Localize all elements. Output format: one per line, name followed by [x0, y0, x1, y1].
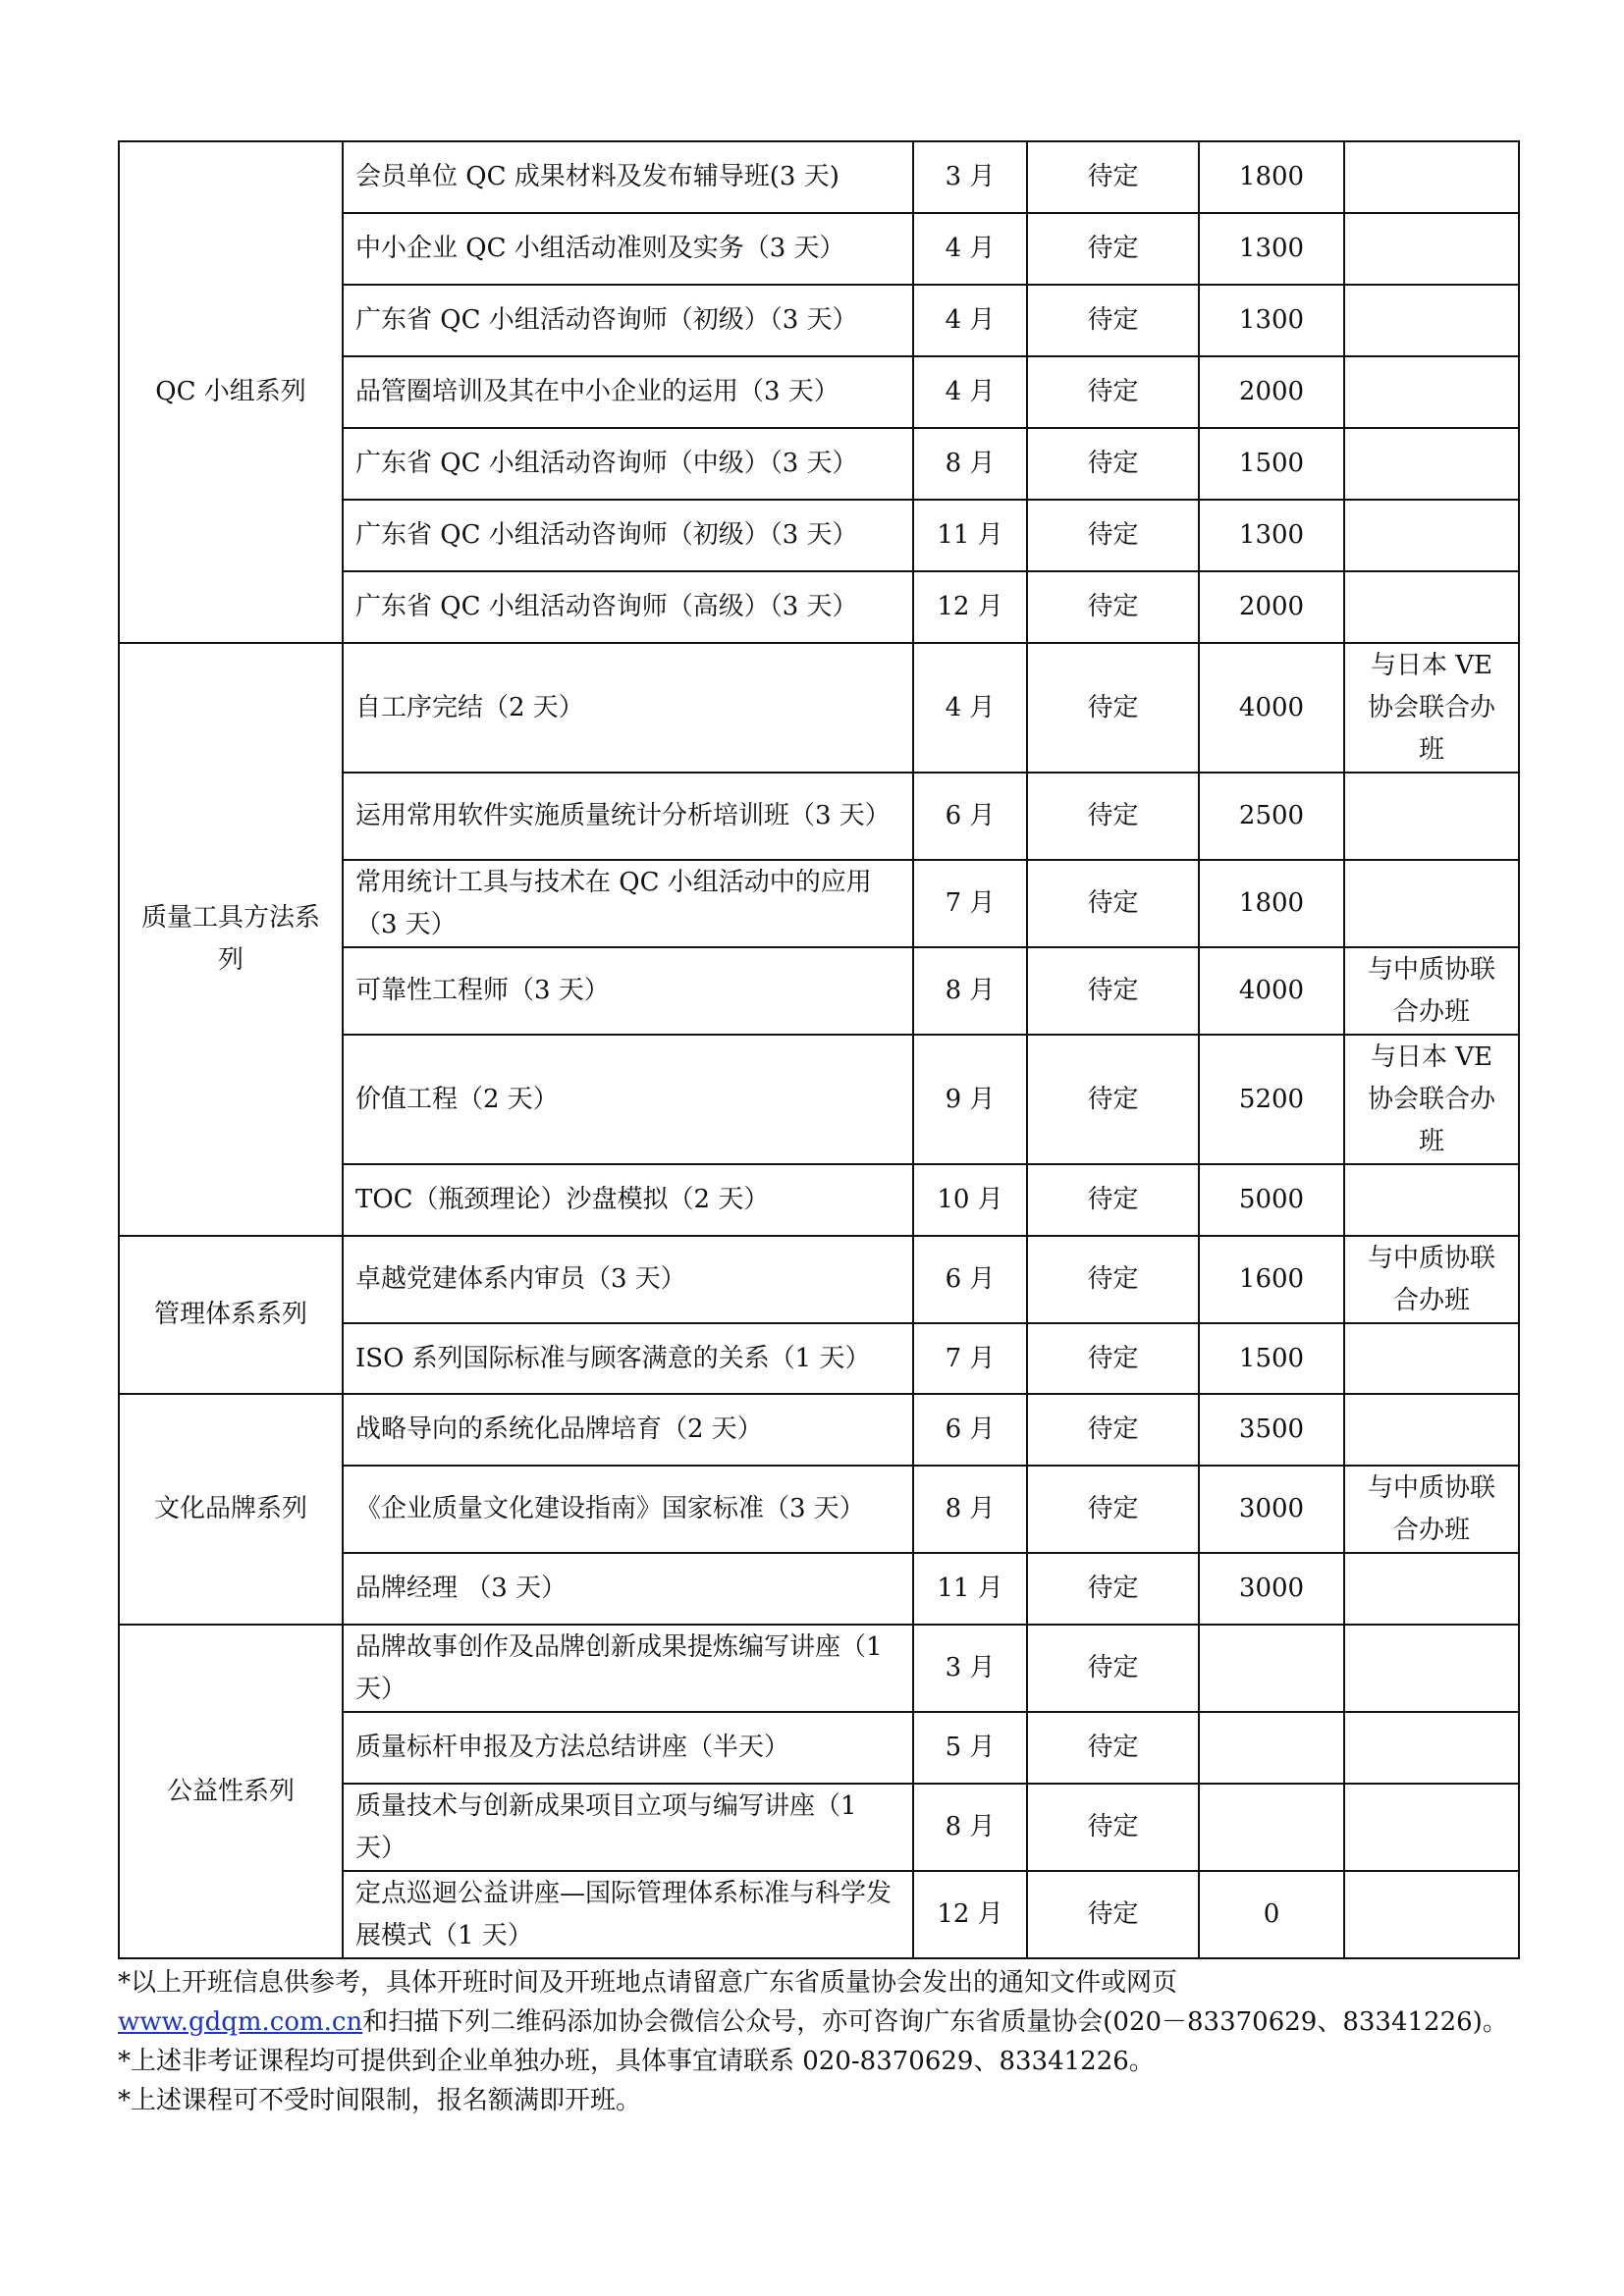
table-row — [119, 1625, 1519, 1712]
course-fee: 5200 — [1199, 1035, 1344, 1164]
course-location: 待定 — [1027, 860, 1199, 947]
course-month: 8 月 — [913, 1784, 1027, 1871]
course-note — [1344, 1784, 1519, 1871]
course-location: 待定 — [1027, 1035, 1199, 1164]
course-location: 待定 — [1027, 1394, 1199, 1466]
course-fee: 1600 — [1199, 1236, 1344, 1323]
course-location: 待定 — [1027, 141, 1199, 213]
course-name: 自工序完结（2 天） — [343, 643, 913, 773]
course-note: 与中质协联合办班 — [1344, 1466, 1519, 1553]
course-month: 8 月 — [913, 947, 1027, 1035]
course-name: 质量技术与创新成果项目立项与编写讲座（1 天） — [343, 1784, 913, 1871]
category-cell: 质量工具方法系列 — [119, 643, 343, 1236]
course-name: 品管圈培训及其在中小企业的运用（3 天） — [343, 356, 913, 428]
course-month: 12 月 — [913, 1871, 1027, 1958]
course-location: 待定 — [1027, 773, 1199, 860]
course-note — [1344, 213, 1519, 285]
course-fee: 4000 — [1199, 643, 1344, 773]
course-fee: 5000 — [1199, 1164, 1344, 1236]
course-name: 运用常用软件实施质量统计分析培训班（3 天） — [343, 773, 913, 860]
course-fee: 1500 — [1199, 1323, 1344, 1394]
course-note — [1344, 1871, 1519, 1958]
course-name: 卓越党建体系内审员（3 天） — [343, 1236, 913, 1323]
course-month: 3 月 — [913, 1625, 1027, 1712]
course-month: 11 月 — [913, 1553, 1027, 1625]
course-month: 8 月 — [913, 1466, 1027, 1553]
course-note — [1344, 1164, 1519, 1236]
course-name: 质量标杆申报及方法总结讲座（半天） — [343, 1712, 913, 1784]
course-fee: 4000 — [1199, 947, 1344, 1035]
course-note — [1344, 860, 1519, 947]
footnote-line-1: *以上开班信息供参考，具体开班时间及开班地点请留意广东省质量协会发出的通知文件或网页 — [118, 1968, 1178, 1998]
course-location: 待定 — [1027, 428, 1199, 500]
course-month: 7 月 — [913, 860, 1027, 947]
course-note — [1344, 571, 1519, 643]
course-location: 待定 — [1027, 1236, 1199, 1323]
course-fee: 1500 — [1199, 428, 1344, 500]
course-location: 待定 — [1027, 1712, 1199, 1784]
course-location: 待定 — [1027, 500, 1199, 571]
course-name: 广东省 QC 小组活动咨询师（中级）（3 天） — [343, 428, 913, 500]
course-location: 待定 — [1027, 285, 1199, 356]
course-location: 待定 — [1027, 1553, 1199, 1625]
footnote-line-2 — [118, 2002, 1518, 2042]
course-month: 6 月 — [913, 773, 1027, 860]
course-name: 价值工程（2 天） — [343, 1035, 913, 1164]
table-row — [119, 141, 1519, 213]
course-location: 待定 — [1027, 1784, 1199, 1871]
course-note — [1344, 1323, 1519, 1394]
table-row — [119, 1394, 1519, 1466]
course-note — [1344, 1625, 1519, 1712]
course-name: 广东省 QC 小组活动咨询师（初级）（3 天） — [343, 285, 913, 356]
course-table-body — [119, 141, 1519, 1958]
course-fee: 1300 — [1199, 213, 1344, 285]
course-note — [1344, 428, 1519, 500]
course-name: 广东省 QC 小组活动咨询师（高级）（3 天） — [343, 571, 913, 643]
course-name: 定点巡迴公益讲座—国际管理体系标准与科学发展模式（1 天） — [343, 1871, 913, 1958]
course-fee: 3500 — [1199, 1394, 1344, 1466]
course-location: 待定 — [1027, 947, 1199, 1035]
course-location: 待定 — [1027, 213, 1199, 285]
course-note: 与日本 VE 协会联合办班 — [1344, 643, 1519, 773]
course-month: 3 月 — [913, 141, 1027, 213]
course-month: 10 月 — [913, 1164, 1027, 1236]
course-month: 8 月 — [913, 428, 1027, 500]
course-name: 《企业质量文化建设指南》国家标准（3 天） — [343, 1466, 913, 1553]
course-month: 7 月 — [913, 1323, 1027, 1394]
course-location: 待定 — [1027, 643, 1199, 773]
course-fee: 2000 — [1199, 356, 1344, 428]
course-name: ISO 系列国际标准与顾客满意的关系（1 天） — [343, 1323, 913, 1394]
course-fee — [1199, 1784, 1344, 1871]
course-note — [1344, 1394, 1519, 1466]
course-month: 4 月 — [913, 643, 1027, 773]
course-note — [1344, 356, 1519, 428]
course-fee: 2500 — [1199, 773, 1344, 860]
course-month: 9 月 — [913, 1035, 1027, 1164]
course-note — [1344, 1712, 1519, 1784]
course-fee: 1800 — [1199, 860, 1344, 947]
category-cell: 管理体系系列 — [119, 1236, 343, 1394]
course-month: 5 月 — [913, 1712, 1027, 1784]
course-note — [1344, 141, 1519, 213]
course-note — [1344, 773, 1519, 860]
course-fee: 1800 — [1199, 141, 1344, 213]
course-name: 常用统计工具与技术在 QC 小组活动中的应用（3 天） — [343, 860, 913, 947]
footnote-line-3: *上述非考证课程均可提供到企业单独办班，具体事宜请联系 020-8370629、83341226。 — [118, 2047, 1155, 2076]
course-table — [118, 140, 1520, 1959]
course-fee: 2000 — [1199, 571, 1344, 643]
course-month: 12 月 — [913, 571, 1027, 643]
footnotes — [118, 1963, 1518, 2120]
course-month: 4 月 — [913, 356, 1027, 428]
course-location: 待定 — [1027, 1323, 1199, 1394]
footnote-line-4: *上述课程可不受时间限制，报名额满即开班。 — [118, 2086, 642, 2115]
course-note: 与中质协联合办班 — [1344, 947, 1519, 1035]
category-cell: 文化品牌系列 — [119, 1394, 343, 1625]
course-fee: 1300 — [1199, 500, 1344, 571]
course-fee — [1199, 1625, 1344, 1712]
course-note: 与日本 VE 协会联合办班 — [1344, 1035, 1519, 1164]
course-name: 广东省 QC 小组活动咨询师（初级）（3 天） — [343, 500, 913, 571]
course-name: 可靠性工程师（3 天） — [343, 947, 913, 1035]
course-note: 与中质协联合办班 — [1344, 1236, 1519, 1323]
course-location: 待定 — [1027, 571, 1199, 643]
course-month: 11 月 — [913, 500, 1027, 571]
course-fee: 0 — [1199, 1871, 1344, 1958]
course-fee: 3000 — [1199, 1553, 1344, 1625]
course-fee: 1300 — [1199, 285, 1344, 356]
course-fee — [1199, 1712, 1344, 1784]
course-note — [1344, 285, 1519, 356]
category-cell: QC 小组系列 — [119, 141, 343, 643]
course-name: TOC（瓶颈理论）沙盘模拟（2 天） — [343, 1164, 913, 1236]
course-note — [1344, 1553, 1519, 1625]
course-month: 6 月 — [913, 1394, 1027, 1466]
course-location: 待定 — [1027, 356, 1199, 428]
course-schedule-sheet — [118, 140, 1518, 2120]
course-month: 4 月 — [913, 285, 1027, 356]
table-row — [119, 1236, 1519, 1323]
course-name: 中小企业 QC 小组活动准则及实务（3 天） — [343, 213, 913, 285]
table-row — [119, 643, 1519, 773]
course-location: 待定 — [1027, 1871, 1199, 1958]
course-name: 会员单位 QC 成果材料及发布辅导班(3 天) — [343, 141, 913, 213]
course-month: 6 月 — [913, 1236, 1027, 1323]
course-fee: 3000 — [1199, 1466, 1344, 1553]
course-location: 待定 — [1027, 1164, 1199, 1236]
course-note — [1344, 500, 1519, 571]
course-location: 待定 — [1027, 1625, 1199, 1712]
category-cell: 公益性系列 — [119, 1625, 343, 1958]
course-month: 4 月 — [913, 213, 1027, 285]
footnote-line-2-text: 和扫描下列二维码添加协会微信公众号，亦可咨询广东省质量协会(020－83370629、83341226)。 — [362, 2007, 1508, 2037]
website-link[interactable]: www.gdqm.com.cn — [118, 2007, 363, 2037]
course-name: 品牌经理 （3 天） — [343, 1553, 913, 1625]
course-name: 品牌故事创作及品牌创新成果提炼编写讲座（1 天） — [343, 1625, 913, 1712]
course-location: 待定 — [1027, 1466, 1199, 1553]
course-name: 战略导向的系统化品牌培育（2 天） — [343, 1394, 913, 1466]
